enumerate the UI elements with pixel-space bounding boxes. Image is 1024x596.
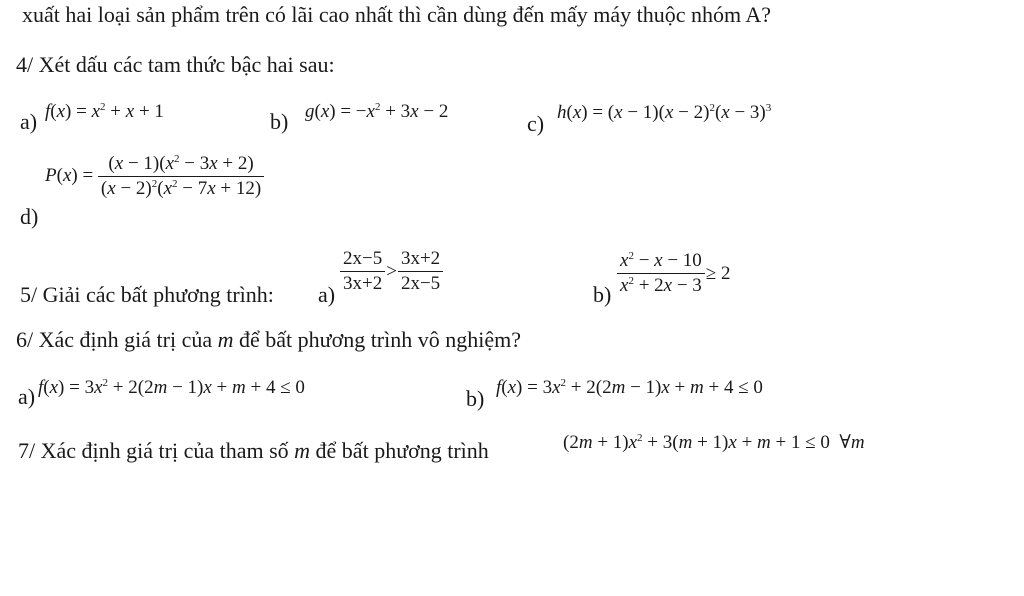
question-7-heading: 7/ Xác định giá trị của tham số m để bất phương trình <box>18 438 489 463</box>
q5-b-expression: $\frac{x^2 - x - 10}{x^2 + 2x - 3}$ ≥ 2 <box>617 250 732 297</box>
q6-a-expression: $f(x) = 3x^2 + 2(2m - 1)x + m + 4 \le 0$ <box>38 377 305 398</box>
question-6-heading: 6/ Xác định giá trị của m để bất phương trình vô nghiệm? <box>16 327 522 352</box>
q7-expression: $(2m + 1)x^2 + 3(m + 1)x + m + 1 \le 0$ ∀m <box>563 432 865 453</box>
question-4-heading: 4/ Xét dấu các tam thức bậc hai sau: <box>16 52 335 77</box>
q4-c-label: c) <box>527 111 545 136</box>
q5-b-label: b) <box>593 282 612 307</box>
q5-b-fraction: $\frac{x^2 - x - 10}{x^2 + 2x - 3}$ <box>617 250 705 297</box>
q6-b-expression: $f(x) = 3x^2 + 2(2m - 1)x + m + 4 \le 0$ <box>496 377 763 398</box>
q5-a-fraction-right: $\frac{3x+2}{2x-5}$ <box>398 248 443 295</box>
q4-b-label: b) <box>270 109 289 134</box>
q6-a-label: a) <box>18 384 36 409</box>
q4-c-expression: $h(x) = (x - 1)(x - 2)^2(x - 3)^3$ <box>557 102 772 123</box>
question-5-heading: 5/ Giải các bất phương trình: <box>20 282 274 307</box>
q4-d-expression: P(x) = $\frac{(x - 1)(x^2 - 3x + 2)}{(x - 2)^2(x^2 - 7x + 12)}$ <box>45 153 264 200</box>
q4-b-expression: $g(x) = -x^2 + 3x - 2$ <box>305 101 449 122</box>
q4-a-expression: $f(x) = x^2 + x + 1$ <box>45 101 164 122</box>
q5-a-expression: $\frac{2x-5}{3x+2}$ > $\frac{3x+2}{2x-5}$ <box>340 248 443 295</box>
intro-line: xuất hai loại sản phẩm trên có lãi cao nhất thì cần dùng đến mấy máy thuộc nhóm A? <box>22 2 772 27</box>
q5-a-label: a) <box>318 282 336 307</box>
q6-b-label: b) <box>466 386 485 411</box>
q4-d-label: d) <box>20 204 39 229</box>
q4-a-label: a) <box>20 109 38 134</box>
q5-a-fraction-left: $\frac{2x-5}{3x+2}$ <box>340 248 385 295</box>
q4-d-fraction: $\frac{(x - 1)(x^2 - 3x + 2)}{(x - 2)^2(x^2 - 7x + 12)}$ <box>98 153 264 200</box>
